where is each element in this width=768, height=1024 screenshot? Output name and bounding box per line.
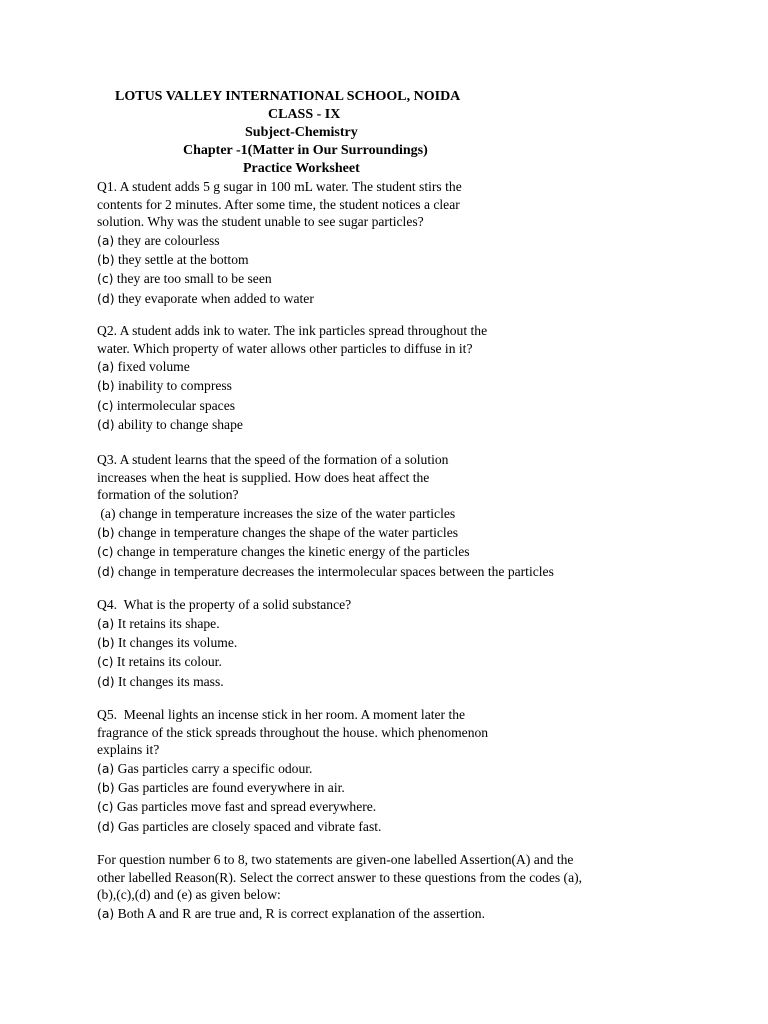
option-letter: (b)	[97, 634, 115, 650]
worksheet-title: Practice Worksheet	[243, 161, 360, 176]
option-text: they settle at the bottom	[117, 251, 249, 267]
option-text: change in temperature changes the kinetic energy of the particles	[116, 544, 470, 560]
option-text: intermolecular spaces	[116, 397, 236, 413]
option-letter: (a)	[97, 615, 115, 631]
option-letter: (d)	[97, 563, 115, 579]
question-text-line: Q5. Meenal lights an incense stick in her room. A moment later the	[97, 707, 466, 722]
option-c	[97, 652, 657, 671]
question-3	[97, 451, 677, 581]
option-d	[97, 817, 657, 836]
option-letter: (a)	[97, 505, 116, 521]
option-a	[97, 904, 697, 923]
option-text: change in temperature decreases the intermolecular spaces between the particles	[117, 563, 554, 579]
option-text: It changes its volume.	[117, 634, 238, 650]
option-letter: (c)	[97, 271, 114, 287]
option-letter: (b)	[97, 779, 115, 795]
option-letter: (b)	[97, 251, 115, 267]
chapter-title: Chapter -1(Matter in Our Surroundings)	[183, 143, 428, 158]
question-text-line: Q4. What is the property of a solid substance?	[97, 597, 352, 612]
option-d	[97, 562, 677, 581]
option-text: they evaporate when added to water	[117, 290, 314, 306]
instruction-line: other labelled Reason(R). Select the correct answer to these questions from the codes (a),	[97, 869, 583, 885]
option-letter: (c)	[97, 654, 114, 670]
question-text-line: formation of the solution?	[97, 487, 239, 502]
question-text-line: fragrance of the stick spreads throughout the house. which phenomenon	[97, 724, 489, 740]
option-text: ability to change shape	[117, 417, 243, 433]
option-c	[97, 396, 657, 415]
question-text-line: solution. Why was the student unable to see sugar particles?	[97, 214, 424, 229]
school-name: LOTUS VALLEY INTERNATIONAL SCHOOL, NOIDA	[115, 89, 461, 104]
instruction-line: (b),(c),(d) and (e) as given below:	[97, 887, 281, 902]
question-text-line: increases when the heat is supplied. How does heat affect the	[97, 469, 430, 485]
option-a	[97, 231, 657, 250]
option-text: change in temperature increases the size of the water particles	[118, 505, 456, 521]
question-4	[97, 596, 657, 691]
option-a	[97, 759, 657, 778]
option-b	[97, 778, 657, 797]
option-text: It changes its mass.	[117, 673, 224, 689]
option-letter: (c)	[97, 544, 114, 560]
class-label: CLASS - IX	[268, 107, 341, 122]
option-letter: (d)	[97, 290, 115, 306]
option-letter: (c)	[97, 397, 114, 413]
option-b	[97, 376, 657, 395]
option-c	[97, 797, 657, 816]
option-a	[97, 504, 677, 523]
option-c	[97, 542, 677, 561]
question-text-line: Q3. A student learns that the speed of the formation of a solution	[97, 452, 449, 467]
option-text: Gas particles carry a specific odour.	[117, 760, 313, 776]
option-a	[97, 357, 657, 376]
option-letter: (a)	[97, 359, 115, 374]
option-letter: (d)	[97, 818, 115, 834]
option-text: they are colourless	[117, 232, 220, 248]
question-5	[97, 706, 657, 836]
option-text: inability to compress	[117, 378, 232, 394]
question-2	[97, 322, 657, 435]
instruction-line: For question number 6 to 8, two statements are given-one labelled Assertion(A) and the	[97, 852, 574, 867]
subject-label: Subject-Chemistry	[245, 125, 358, 140]
option-text: they are too small to be seen	[116, 271, 272, 287]
option-letter: (a)	[97, 905, 115, 921]
option-text: Gas particles move fast and spread everywhere.	[116, 799, 377, 815]
option-letter: (d)	[97, 417, 115, 433]
option-text: Gas particles are found everywhere in air.	[117, 779, 345, 795]
option-a	[97, 614, 657, 633]
assertion-reason-instructions	[97, 851, 697, 923]
option-text: fixed volume	[117, 359, 190, 374]
option-letter: (a)	[97, 232, 115, 248]
question-text-line: Q2. A student adds ink to water. The ink particles spread throughout the	[97, 323, 488, 338]
option-text: It retains its colour.	[116, 654, 222, 670]
option-text: Gas particles are closely spaced and vibrate fast.	[117, 818, 382, 834]
option-letter: (c)	[97, 799, 114, 815]
question-text-line: explains it?	[97, 742, 160, 757]
option-text: It retains its shape.	[117, 615, 220, 631]
question-text-line: water. Which property of water allows other particles to diffuse in it?	[97, 340, 473, 356]
option-letter: (a)	[97, 760, 115, 776]
option-b	[97, 633, 657, 652]
option-b	[97, 523, 677, 542]
option-letter: (b)	[97, 378, 115, 394]
option-text: Both A and R are true and, R is correct explanation of the assertion.	[117, 905, 485, 921]
option-d	[97, 672, 657, 691]
option-c	[97, 269, 657, 288]
option-letter: (d)	[97, 673, 115, 689]
option-text: change in temperature changes the shape of the water particles	[117, 524, 459, 540]
option-b	[97, 250, 657, 269]
option-letter: (b)	[97, 524, 115, 540]
question-text-line: contents for 2 minutes. After some time, the student notices a clear	[97, 196, 460, 212]
option-d	[97, 415, 657, 434]
question-1	[97, 178, 657, 308]
option-d	[97, 289, 657, 308]
question-text-line: Q1. A student adds 5 g sugar in 100 mL water. The student stirs the	[97, 179, 462, 194]
